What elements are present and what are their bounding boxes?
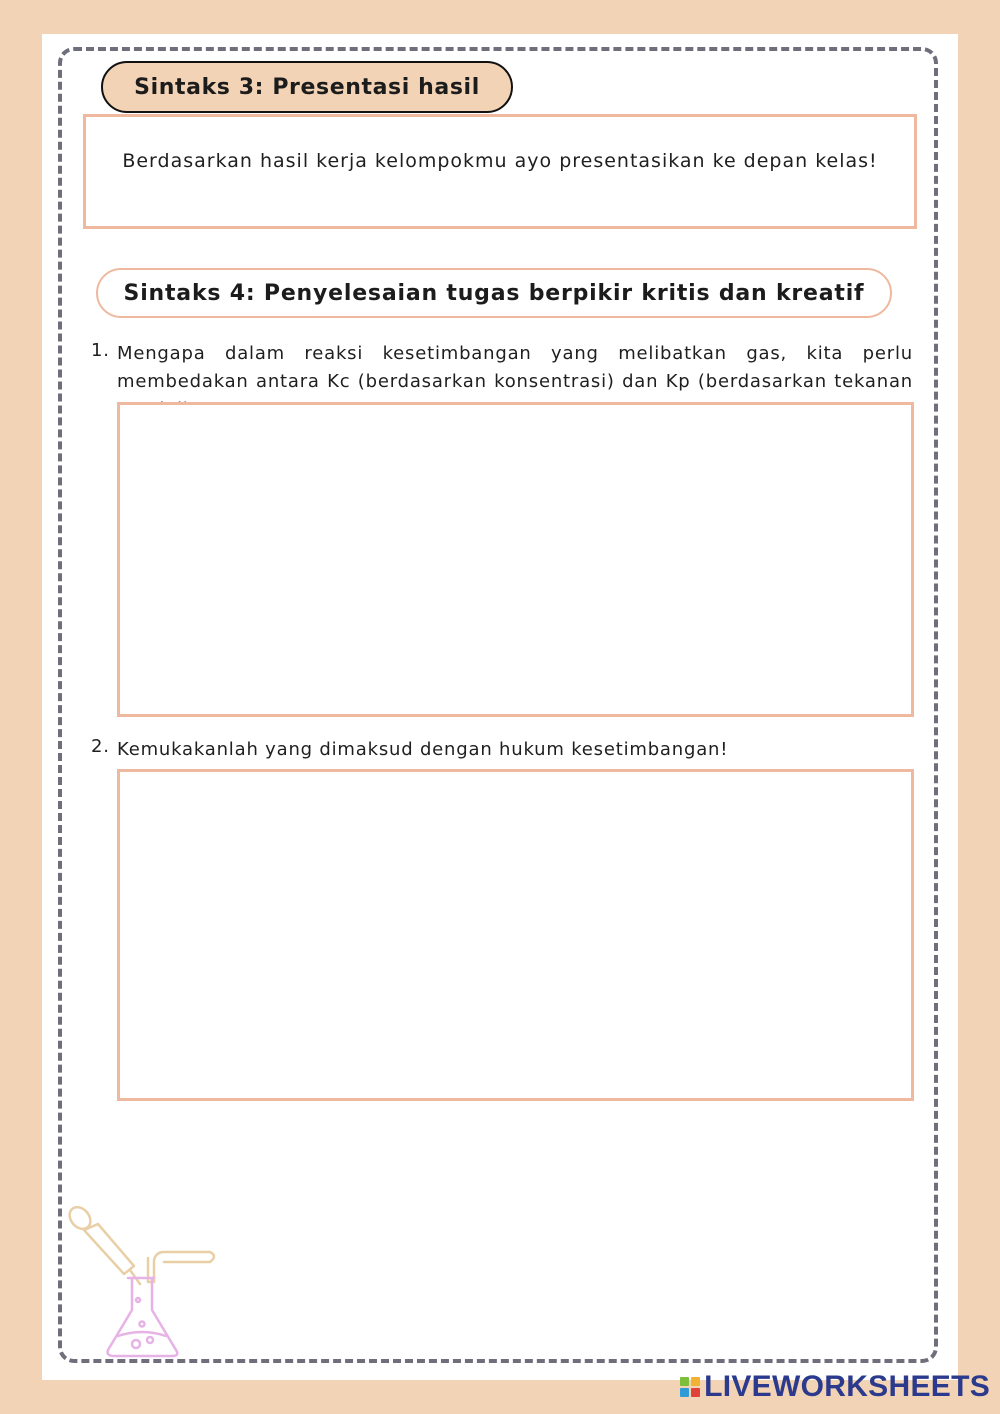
question-1-number: 1. xyxy=(91,340,110,361)
question-2-text: Kemukakanlah yang dimaksud dengan hukum kesetimbangan! xyxy=(117,739,729,760)
sintaks4-heading xyxy=(96,268,892,318)
liveworksheets-mark-icon xyxy=(680,1377,700,1397)
sintaks3-heading xyxy=(101,61,513,113)
liveworksheets-logo xyxy=(680,1370,990,1404)
sintaks4-title: Sintaks 4: Penyelesaian tugas berpikir kritis dan kreatif xyxy=(123,280,865,306)
question-2-number: 2. xyxy=(91,736,110,757)
answer-box-2[interactable] xyxy=(117,769,914,1101)
question-1-text: Mengapa dalam reaksi kesetimbangan yang melibatkan gas, kita perlu membedakan antara Kc (berdasarkan konsentrasi) dan Kp (berdasarkan tekanan xyxy=(117,343,913,392)
chemistry-flask-dropper-icon xyxy=(58,1200,238,1365)
answer-box-1[interactable] xyxy=(117,402,914,717)
question-1-clip xyxy=(117,340,913,402)
sintaks3-title: Sintaks 3: Presentasi hasil xyxy=(134,74,480,100)
sintaks3-instruction: Berdasarkan hasil kerja kelompokmu ayo presentasikan ke depan kelas! xyxy=(122,150,878,172)
liveworksheets-wordmark: LIVEWORKSHEETS xyxy=(704,1370,990,1403)
